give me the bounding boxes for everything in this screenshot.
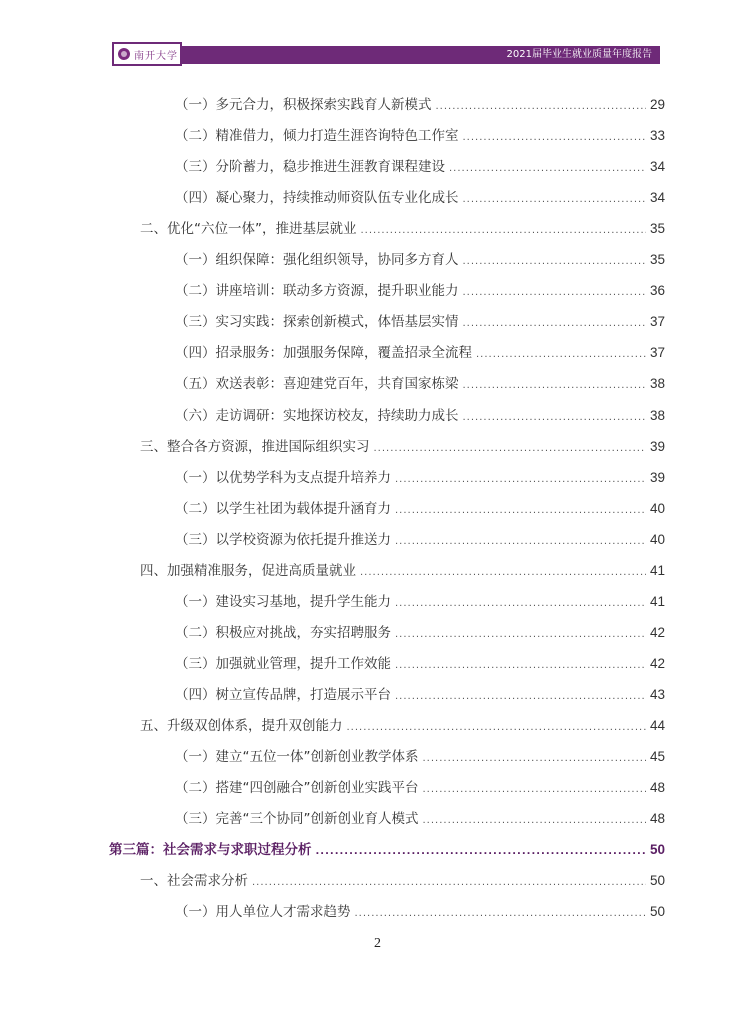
toc-entry-page: 50 <box>649 842 665 858</box>
toc-leader-dots <box>463 189 646 211</box>
toc-entry-page: 34 <box>649 159 665 175</box>
toc-subsection-entry[interactable] <box>175 498 665 520</box>
toc-leader-dots <box>423 810 646 832</box>
toc-entry-page: 37 <box>649 314 665 330</box>
toc-entry-page: 42 <box>649 655 665 671</box>
page-number: 2 <box>374 936 381 951</box>
toc-entry-page: 50 <box>649 904 665 920</box>
page-header <box>112 42 660 66</box>
toc-entry-title: （三）实习实践：探索创新模式，体悟基层实情 <box>175 314 459 331</box>
toc-subsection-entry[interactable] <box>175 901 665 923</box>
toc-leader-dots <box>252 872 646 894</box>
toc-entry-title: （三）加强就业管理，提升工作效能 <box>175 655 391 672</box>
toc-entry-title: 第三篇：社会需求与求职过程分析 <box>109 842 312 859</box>
toc-entry-page: 41 <box>649 593 665 609</box>
toc-entry-title: （六）走访调研：实地探访校友，持续助力成长 <box>175 407 459 424</box>
toc-leader-dots <box>449 158 646 180</box>
toc-subsection-entry[interactable] <box>175 684 665 706</box>
toc-entry-title: （一）多元合力，积极探索实践育人新模式 <box>175 97 432 113</box>
toc-leader-dots <box>374 438 646 460</box>
toc-leader-dots <box>423 748 646 770</box>
toc-section-entry[interactable] <box>140 870 665 892</box>
toc-entry-page: 34 <box>649 190 665 206</box>
university-logo <box>112 42 182 66</box>
toc-leader-dots <box>476 344 646 366</box>
toc-subsection-entry[interactable] <box>175 342 665 364</box>
toc-entry-title: （一）用人单位人才需求趋势 <box>175 904 351 921</box>
toc-subsection-entry[interactable] <box>175 653 665 675</box>
toc-section-entry[interactable] <box>140 436 665 458</box>
toc-leader-dots <box>463 251 646 273</box>
toc-subsection-entry[interactable] <box>175 156 665 178</box>
toc-subsection-entry[interactable] <box>175 622 665 644</box>
toc-entry-title: （五）欢送表彰：喜迎建党百年，共育国家栋梁 <box>175 376 459 393</box>
toc-entry-page: 39 <box>649 469 665 485</box>
toc-leader-dots <box>395 531 646 553</box>
toc-entry-page: 38 <box>649 376 665 392</box>
toc-subsection-entry[interactable] <box>175 405 665 427</box>
toc-entry-title: （二）以学生社团为载体提升涵育力 <box>175 500 391 517</box>
toc-leader-dots <box>436 96 646 118</box>
toc-leader-dots <box>395 593 646 615</box>
toc-subsection-entry[interactable] <box>175 529 665 551</box>
toc-leader-dots <box>361 220 646 242</box>
toc-entry-page: 38 <box>649 407 665 423</box>
toc-entry-title: 一、社会需求分析 <box>140 873 248 890</box>
toc-leader-dots <box>395 469 646 491</box>
toc-subsection-entry[interactable] <box>175 125 665 147</box>
toc-entry-title: （三）完善“三个协同”创新创业育人模式 <box>175 811 419 828</box>
toc-subsection-entry[interactable] <box>175 311 665 333</box>
logo-text: 南开大学 <box>134 50 178 62</box>
toc-entry-title: （三）分阶蓄力，稳步推进生涯教育课程建设 <box>175 159 445 176</box>
toc-entry-page: 45 <box>649 749 665 765</box>
toc-subsection-entry[interactable] <box>175 777 665 799</box>
toc-leader-dots <box>316 841 646 863</box>
toc-entry-page: 35 <box>649 221 665 237</box>
toc-entry-title: 五、升级双创体系，提升双创能力 <box>140 718 343 734</box>
toc-leader-dots <box>395 655 646 677</box>
toc-leader-dots <box>395 500 646 522</box>
toc-section-entry[interactable] <box>140 715 665 737</box>
toc-entry-page: 44 <box>649 718 665 733</box>
toc-entry-title: 四、加强精准服务，促进高质量就业 <box>140 562 356 579</box>
toc-leader-dots <box>355 903 646 925</box>
toc-entry-page: 33 <box>649 128 665 144</box>
toc-entry-title: （二）积极应对挑战，夯实招聘服务 <box>175 624 391 641</box>
toc-entry-title: （二）精准借力，倾力打造生涯咨询特色工作室 <box>175 128 459 145</box>
toc-entry-page: 40 <box>649 500 665 516</box>
toc-leader-dots <box>395 624 646 646</box>
report-title: 2021届毕业生就业质量年度报告 <box>506 49 652 60</box>
toc-entry-page: 41 <box>649 562 665 578</box>
toc-entry-title: （四）招录服务：加强服务保障，覆盖招录全流程 <box>175 345 472 362</box>
toc-leader-dots <box>395 686 646 708</box>
toc-leader-dots <box>347 717 646 739</box>
toc-leader-dots <box>463 313 646 335</box>
university-emblem-icon <box>118 48 130 60</box>
toc-part-entry[interactable] <box>109 839 665 861</box>
toc-entry-page: 42 <box>649 624 665 640</box>
toc-entry-page: 36 <box>649 283 665 299</box>
toc-entry-title: （一）建立“五位一体”创新创业教学体系 <box>175 749 419 766</box>
toc-entry-title: （一）以优势学科为支点提升培养力 <box>175 469 391 486</box>
toc-entry-title: （三）以学校资源为依托提升推送力 <box>175 531 391 548</box>
toc-subsection-entry[interactable] <box>175 746 665 768</box>
toc-subsection-entry[interactable] <box>175 280 665 302</box>
toc-subsection-entry[interactable] <box>175 591 665 613</box>
toc-subsection-entry[interactable] <box>175 808 665 830</box>
toc-section-entry[interactable] <box>140 560 665 582</box>
toc-section-entry[interactable] <box>140 218 665 240</box>
toc-entry-title: （四）凝心聚力，持续推动师资队伍专业化成长 <box>175 190 459 207</box>
toc-entry-title: 二、优化“六位一体”，推进基层就业 <box>140 221 357 238</box>
toc-leader-dots <box>360 562 646 584</box>
toc-subsection-entry[interactable] <box>175 187 665 209</box>
toc-subsection-entry[interactable] <box>175 467 665 489</box>
toc-entry-page: 48 <box>649 780 665 796</box>
toc-entry-title: 三、整合各方资源，推进国际组织实习 <box>140 438 370 455</box>
toc-subsection-entry[interactable] <box>175 373 665 395</box>
toc-entry-page: 48 <box>649 811 665 827</box>
toc-entry-title: （一）组织保障：强化组织领导，协同多方育人 <box>175 252 459 269</box>
toc-leader-dots <box>463 407 646 429</box>
toc-leader-dots <box>463 282 646 304</box>
toc-leader-dots <box>463 127 646 149</box>
toc-entry-page: 39 <box>649 438 665 454</box>
toc-entry-title: （二）讲座培训：联动多方资源，提升职业能力 <box>175 283 459 300</box>
toc-subsection-entry[interactable] <box>175 94 665 116</box>
toc-subsection-entry[interactable] <box>175 249 665 271</box>
toc-entry-page: 37 <box>649 345 665 361</box>
toc-entry-title: （二）搭建“四创融合”创新创业实践平台 <box>175 780 419 797</box>
toc-leader-dots <box>423 779 646 801</box>
toc-entry-page: 35 <box>649 252 665 268</box>
toc-entry-title: （四）树立宣传品牌，打造展示平台 <box>175 686 391 703</box>
toc-entry-page: 40 <box>649 531 665 547</box>
toc-entry-page: 29 <box>649 97 665 112</box>
toc-leader-dots <box>463 375 646 397</box>
toc-entry-page: 50 <box>649 873 665 889</box>
toc-entry-page: 43 <box>649 686 665 702</box>
toc-entry-title: （一）建设实习基地，提升学生能力 <box>175 593 391 610</box>
